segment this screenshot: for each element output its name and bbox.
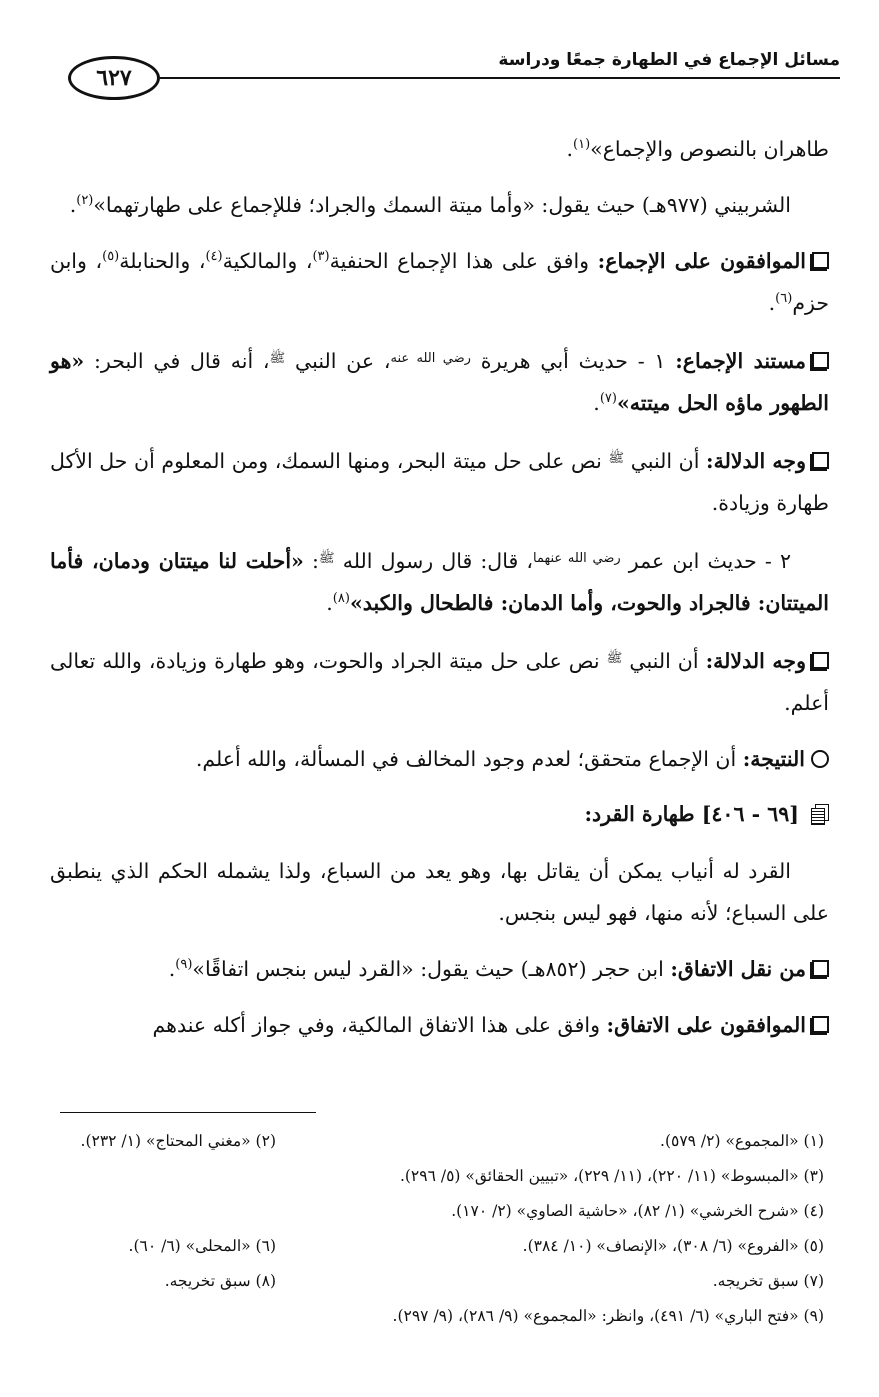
honorific-glyph: ﷺ	[318, 551, 335, 566]
text: :	[303, 549, 319, 573]
square-bullet-icon	[812, 652, 829, 669]
header-rule	[160, 77, 840, 79]
footnote: (٩) «فتح الباري» (٦/ ٤٩١)، وانظر: «المجموع» (٩/ ٢٨٦)، (٩/ ٢٩٧).	[392, 1307, 824, 1325]
text: أن النبي	[622, 649, 706, 673]
footnote: (٢) «مغني المحتاج» (١/ ٢٣٢).	[80, 1132, 276, 1150]
paragraph: مستند الإجماع: ١ - حديث أبي هريرة $^{رضي الله عنه}$، عن النبي $^ﷺ$، أنه قال في البحر: «هو الطهور ماؤه الحل ميتته»$^{(٧)}$.	[50, 349, 829, 415]
text: ٢ - حديث ابن عمر	[620, 549, 791, 573]
circle-bullet-icon	[811, 750, 829, 768]
footnote-ref: (٢)	[76, 193, 94, 209]
footnote-ref: (٣)	[312, 249, 330, 265]
square-bullet-icon	[812, 252, 829, 269]
hadith-quote: «هو الطهور ماؤه الحل ميتته»	[50, 349, 829, 415]
footnote: (٨) سبق تخريجه.	[164, 1272, 276, 1290]
footnote-ref: (١)	[573, 137, 591, 153]
label: من نقل الاتفاق:	[670, 957, 806, 981]
section-title	[50, 794, 829, 834]
text: الشربيني (٩٧٧هـ) حيث يقول: «وأما ميتة السمك والجراد؛ فللإجماع على طهارتهما»	[93, 193, 791, 217]
text: ابن حجر (٨٥٢هـ) حيث يقول: «القرد ليس بنجس اتفاقًا»	[192, 957, 671, 981]
text: ، أنه قال في البحر:	[84, 349, 270, 373]
text: ، قال: قال رسول الله	[334, 549, 534, 573]
page-number: ٦٢٧	[68, 56, 160, 100]
text: ، عن النبي	[285, 349, 391, 373]
footnote-ref: (٧)	[599, 391, 617, 407]
footnote-ref: (٩)	[175, 957, 193, 973]
hadith-quote: «أحلت لنا ميتتان ودمان، فأما الميتتان: فالجراد والحوت، وأما الدمان: فالطحال والكبد»	[50, 549, 829, 615]
text: ، والمالكية	[222, 249, 313, 273]
label: الموافقون على الاتفاق:	[606, 1013, 806, 1037]
square-bullet-icon	[812, 352, 829, 369]
footnote-separator	[60, 1112, 316, 1113]
paragraph	[50, 1004, 829, 1046]
page-header	[60, 50, 840, 112]
text: ١ - حديث أبي هريرة	[470, 349, 676, 373]
footnote-row	[55, 1270, 824, 1305]
running-title: مسائل الإجماع في الطهارة جمعًا ودراسة	[498, 50, 840, 70]
label: وجه الدلالة:	[705, 649, 806, 673]
main-text	[50, 128, 829, 1060]
square-bullet-icon	[812, 452, 829, 469]
honorific-glyph: ﷺ	[608, 451, 625, 466]
footnote-ref: (٤)	[205, 249, 223, 265]
footnote-row	[55, 1235, 824, 1270]
label: النتيجة:	[742, 747, 805, 771]
text: نص على حل ميتة الجراد والحوت، وهو طهارة وزيادة، والله تعالى أعلم.	[50, 649, 829, 715]
footnote-row	[55, 1165, 824, 1200]
text: ، والحنابلة	[119, 249, 206, 273]
footnote: (٦) «المحلى» (٦/ ٦٠).	[128, 1237, 276, 1255]
text: وافق على هذا الإجماع الحنفية	[329, 249, 598, 273]
text: نص على حل ميتة البحر، ومنها السمك، ومن المعلوم أن حل الأكل طهارة وزيادة.	[50, 449, 829, 515]
footnote: (٥) «الفروع» (٦/ ٣٠٨)، «الإنصاف» (١٠/ ٣٨٤).	[522, 1237, 824, 1255]
label: مستند الإجماع:	[675, 349, 806, 373]
text: طاهران بالنصوص والإجماع»	[590, 137, 829, 161]
honorific-glyph: ﷺ	[269, 351, 286, 366]
paragraph: ٢ - حديث ابن عمر $^{رضي الله عنهما}$، قال: قال رسول الله $^ﷺ$: «أحلت لنا ميتتان ودمان، فأما الميتتان: فالجراد والحوت، وأما الدمان: فالطحال والكبد»$^{(٨)}$.	[50, 549, 829, 615]
footnotes	[55, 1130, 824, 1340]
footnote: (٣) «المبسوط» (١١/ ٢٢٠)، (١١/ ٢٢٩)، «تبيين الحقائق» (٥/ ٢٩٦).	[399, 1167, 824, 1185]
footnote-row	[55, 1130, 824, 1165]
square-bullet-icon	[812, 960, 829, 977]
paragraph	[50, 738, 829, 780]
text: ، وابن حزم	[50, 249, 829, 315]
footnote: (١) «المجموع» (٢/ ٥٧٩).	[660, 1132, 824, 1150]
label: وجه الدلالة:	[706, 449, 806, 473]
honorific-glyph: رضي الله عنهما	[533, 551, 621, 566]
footnote: (٧) سبق تخريجه.	[712, 1272, 824, 1290]
label: الموافقون على الإجماع:	[597, 249, 807, 273]
paragraph	[50, 850, 829, 934]
footnote-ref: (٦)	[775, 291, 793, 307]
text: وافق على هذا الاتفاق المالكية، وفي جواز أكله عندهم	[152, 1013, 607, 1037]
paragraph	[50, 638, 829, 724]
document-icon	[813, 804, 829, 824]
paragraph	[50, 438, 829, 524]
paragraph: الشربيني (٩٧٧هـ) حيث يقول: «وأما ميتة السمك والجراد؛ فللإجماع على طهارتهما»$^{(٢)}$.	[69, 193, 791, 217]
footnote-ref: (٥)	[102, 249, 120, 265]
text: القرد له أنياب يمكن أن يقاتل بها، وهو يعد من السباع، ولذا يشمله الحكم الذي ينطبق على السباع؛ لأنه منها، فهو ليس بنجس.	[50, 859, 829, 925]
honorific-glyph: رضي الله عنه	[390, 351, 471, 366]
footnote: (٤) «شرح الخرشي» (١/ ٨٢)، «حاشية الصاوي» (٢/ ١٧٠).	[451, 1202, 824, 1220]
footnote-ref: (٨)	[332, 591, 350, 607]
square-bullet-icon	[812, 1016, 829, 1033]
honorific-glyph: ﷺ	[606, 651, 623, 666]
section-title-text: [٦٩ - ٤٠٦] طهارة القرد:	[584, 802, 799, 826]
footnote-row	[55, 1305, 824, 1340]
footnote-row	[55, 1200, 824, 1235]
paragraph: من نقل الاتفاق: ابن حجر (٨٥٢هـ) حيث يقول: «القرد ليس بنجس اتفاقًا»$^{(٩)}$.	[50, 948, 829, 990]
text: أن النبي	[624, 449, 707, 473]
paragraph: طاهران بالنصوص والإجماع»$^{(١)}$.	[566, 137, 829, 161]
paragraph: الموافقون على الإجماع: وافق على هذا الإجماع الحنفية$^{(٣)}$، والمالكية$^{(٤)}$، والحنابلة$^{(٥)}$، وابن حزم$^{(٦)}$.	[50, 249, 829, 315]
text: أن الإجماع متحقق؛ لعدم وجود المخالف في المسألة، والله أعلم.	[195, 747, 743, 771]
